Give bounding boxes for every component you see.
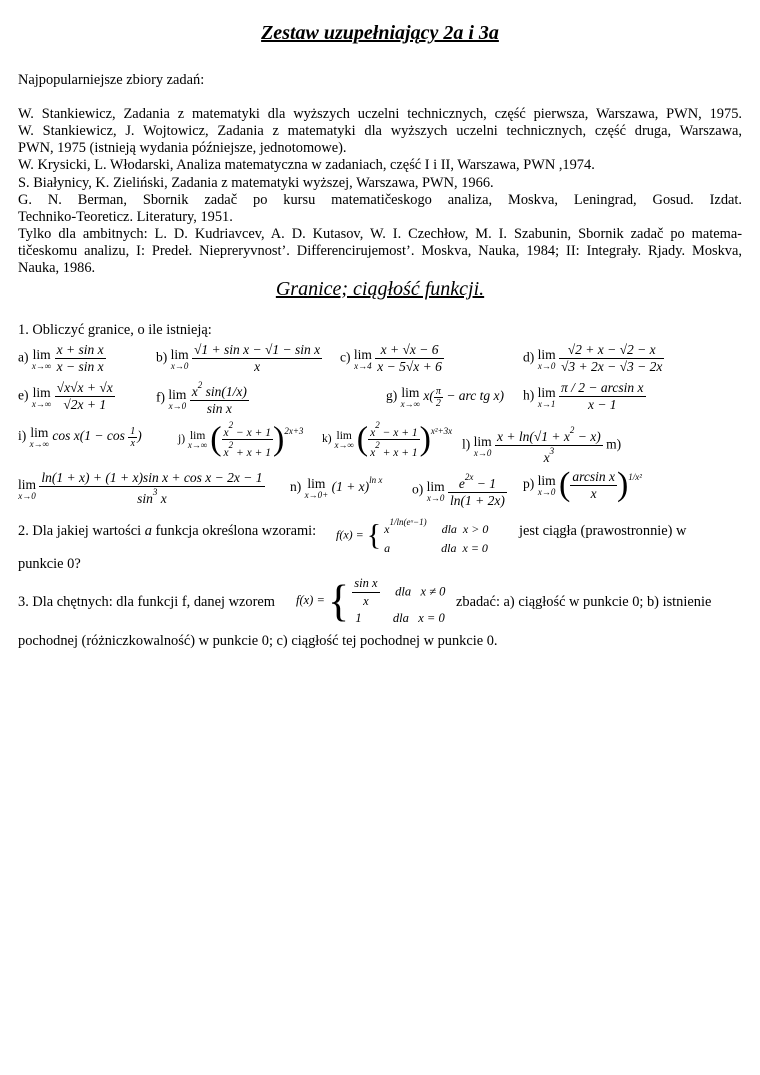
problem-o: o) lim x→0 $\frac{e^{2x} - 1}{\ln(1 + 2x)}$	[412, 472, 505, 508]
task3-text-after: zbadać: a) ciągłość w punkcie 0; b) istnienie	[456, 594, 712, 610]
reference-line: S. Białynicy, K. Zieliński, Zadania z matematyki wyższej, Warszawa, PWN, 1966.	[18, 175, 494, 191]
section-title: Granice; ciągłość funkcji.	[275, 278, 485, 300]
problem-a: a) lim x→∞ $\frac{\text{x + sin x}}{\text{x − sin x}}$	[18, 342, 104, 374]
problem-j: j) lim x→∞ ( $\frac{x^2 - x + 1}{x^2 + x + 1}$ )$^{2x+3}$	[178, 420, 304, 459]
reference-line: PWN, 1975 (istnieją wydania późniejsze, jednotomowe).	[18, 140, 347, 156]
problem-m: lim x→0 $\frac{\text{ln(1 + x) + (1 + x)sin x + cos x − 2x − 1}}{\sin^3 x}$	[18, 470, 263, 506]
reference-line: Nauka, 1986.	[18, 260, 96, 276]
problem-n: n) lim x→0+ $(1 + x)^{ln x}$	[290, 475, 383, 500]
task2-formula: f(x) = { $x^{1/ln(eˣ-1)}$ dla x > 0 a dla x = 0	[336, 517, 489, 555]
problem-p: p) lim x→0 ( $\frac{\text{arcsin x}}{x}$ )$^{1/x^2}$	[523, 466, 642, 503]
problem-d: d) lim x→0 $\frac{√2 + x - √2 - x}{√3 + 2x - √3 - 2x}$	[523, 342, 663, 374]
problem-g: g) lim x→∞ x( $\frac{\pi}{2}$ − arc tg x)	[386, 385, 505, 409]
problem-l: l) lim x→0 $\frac{x + \ln(√1 + x^2 - x)}{x^3}$ m)	[462, 425, 622, 465]
problem-b: b) lim x→0 $\frac{\text{√1 + sin x − √1 − sin x}}{x}$	[156, 342, 321, 374]
task1-text: 1. Obliczyć granice, o ile istnieją:	[18, 322, 212, 338]
problem-h: h) lim x→1 $\frac{\text{π / 2 − arcsin x}}{x - 1}$	[523, 380, 644, 412]
task3-text: 3. Dla chętnych: dla funkcji f, danej wzorem	[18, 594, 275, 610]
reference-line: W. Krysicki, L. Włodarski, Analiza matematyczna w zadaniach, część I i II, Warszawa, PWN ,1974.	[18, 157, 595, 173]
problem-c: c) lim x→4 $\frac{x + √x - 6}{x - 5√x + 6}$	[340, 342, 442, 374]
reference-line: W. Stankiewicz, Zadania z matematyki dla wyższych uczelni technicznych, część pierwsza, Warszawa, PWN, 1975.	[18, 106, 742, 122]
document-title: Zestaw uzupełniający 2a i 3a	[261, 22, 499, 44]
task3-line2: pochodnej (różniczkowalność) w punkcie 0; c) ciągłość tej pochodnej w punkcie 0.	[18, 633, 498, 649]
reference-line: Techniko-Teoreticz. Literatury, 1951.	[18, 209, 233, 225]
reference-line: W. Stankiewicz, J. Wojtowicz, Zadania z matematyki dla wyższych uczelni technicznych, część druga, Warszawa,	[18, 123, 742, 139]
reference-line: G. N. Berman, Sbornik zadač po kursu matematičeskogo analiza, Moskva, Leningrad, Gosud. Izdat.	[18, 192, 742, 208]
task3-formula: f(x) = { $\frac{\text{sin x}}{x}$ dla x ≠ 0 1 dla x = 0	[296, 576, 446, 626]
reference-line: Tylko dla ambitnych: L. D. Kudriavcev, A. D. Kutasov, W. I. Czechłow, M. I. Szabunin, Sbornik zadač po matema-	[18, 226, 742, 242]
task2-line2: punkcie 0?	[18, 556, 81, 572]
problem-i: i) lim x→∞ cos x(1 − cos $\frac{1}{x}$ )	[18, 425, 142, 449]
problem-e: e) lim x→∞ $\frac{√x√x + √x}{√2x + 1}$	[18, 380, 113, 412]
problem-k: k) lim x→∞ ( $\frac{x^2 - x + 1}{x^2 + x + 1}$ )$^{x^2+3x}$	[322, 420, 453, 459]
reference-line: tičeskomu analizu, I: Predeł. Niepreryvnost’. Differencirujemost’. Moskva, Nauka, 1984; II: Integrały. Rjady. Moskva,	[18, 243, 742, 259]
intro-text: Najpopularniejsze zbiory zadań:	[18, 72, 205, 88]
problem-f: f) lim x→0 $\frac{x^2 \sin(1/x)}{\text{sin x}}$	[156, 380, 247, 416]
task2-text-after: jest ciągła (prawostronnie) w	[519, 523, 687, 539]
task2-text: 2. Dla jakiej wartości a funkcja określona wzorami:	[18, 523, 317, 539]
